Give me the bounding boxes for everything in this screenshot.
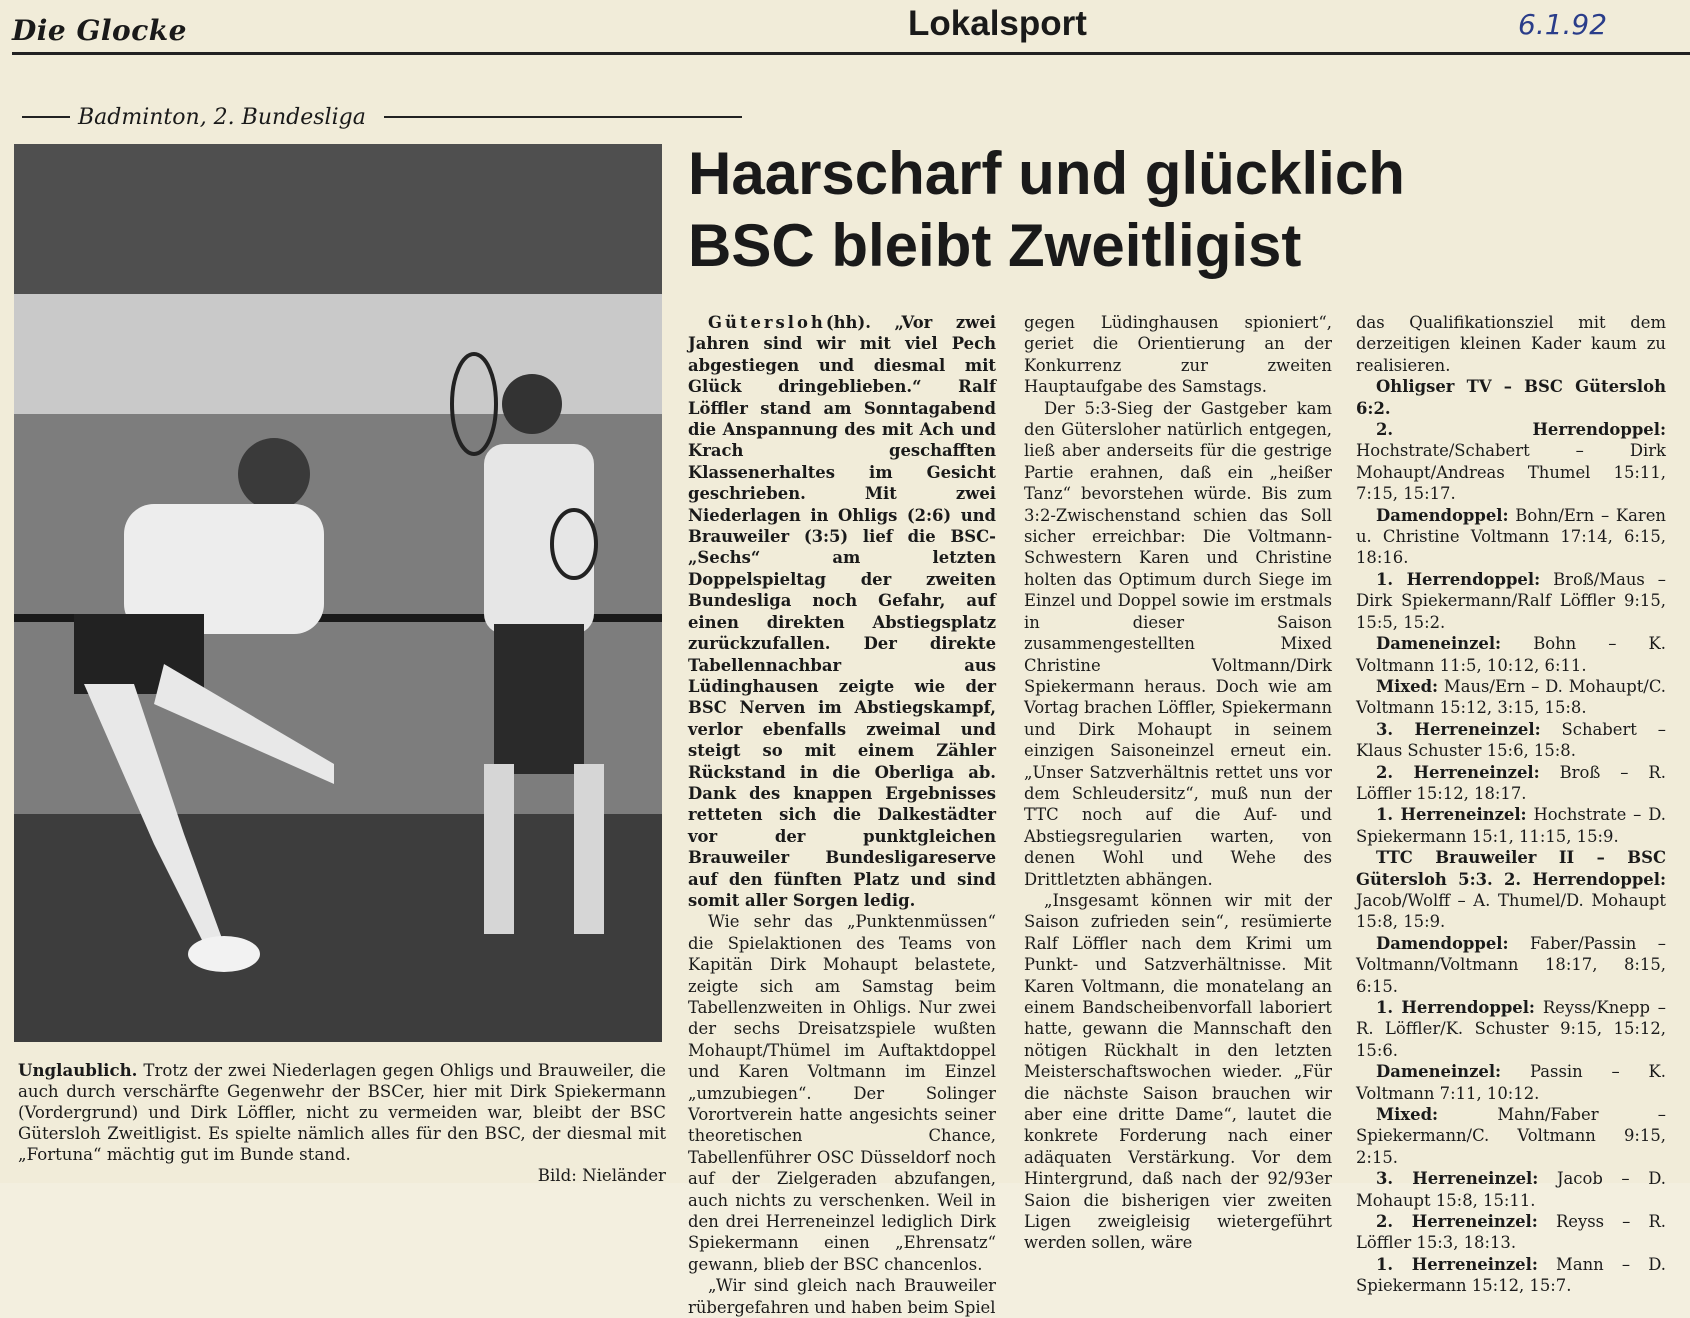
headline-line-2: BSC bleibt Zweitligist [688, 212, 1302, 279]
result-text: Passin – K. Voltmann 7:11, 10:12. [1356, 1062, 1666, 1103]
result-text: Reyss – R. Löffler 15:3, 18:13. [1356, 1212, 1667, 1253]
result-entry [1356, 847, 1666, 933]
result-text: Reyss/Knepp – R. Löffler/K. Schuster 9:15, 15:12, 15:6. [1356, 998, 1667, 1060]
result-entry [1356, 1061, 1666, 1104]
result-text: Broß – R. Löffler 15:12, 18:17. [1356, 762, 1666, 803]
result-entry [1356, 804, 1666, 847]
caption-lead: Unglaublich. [18, 1060, 138, 1080]
headline-line-1: Haarscharf und glücklich [688, 140, 1405, 207]
result-label: Dameneinzel: [1376, 634, 1502, 654]
result-label: Mixed: [1376, 1105, 1439, 1125]
result-entry [1356, 762, 1666, 805]
caption-text: Trotz der zwei Niederlagen gegen Ohligs und Brauweiler, die auch durch verschärfte Gegenwehr der BSCer, hier mit Dirk Spiekermann (Vordergrund) und Dirk Löffler, nicht zu vermeiden war, bleibt der BSC Gütersloh Zweitligist. Es spielte nämlich alles für den BSC, der diesmal mit „Fortuna“ mächtig gut im Bunde stand. [18, 1061, 667, 1164]
article-paragraph-3: Der 5:3-Sieg der Gastgeber kam den Gütersloher natürlich entgegen, ließ aber anderseits für die gestrige Partie erahnen, daß ein „heißer Tanz“ bevorstehen würde. Bis zum 3:2-Zwischenstand schien das Soll sicher erreichbar: Die Voltmann-Schwestern Karen und Christine holten das Optimum durch Siege im Einzel und Doppel sowie im erstmals in dieser Saison zusammengestellten Mixed Christine Voltmann/Dirk Spiekermann heraus. Doch wie am Vortag brachen Löffler, Spiekermann und Dirk Mohaupt in seinem einzigen Saisoneinzel erneut ein. „Unser Satzverhältnis rettet uns vor dem Schleudersitz“, muß nun der TTC noch auf die Auf- und Abstiegsregularien warten, von denen Wohl und Wehe des Drittletzten abhängen. [1024, 398, 1332, 889]
result-text: Maus/Ern – D. Mohaupt/C. Voltmann 15:12, 3:15, 15:8. [1356, 676, 1666, 718]
dateline: Gütersloh [708, 313, 826, 332]
result-entry [1356, 633, 1666, 676]
kicker [22, 102, 742, 132]
result-text: Jacob – D. Mohaupt 15:8, 15:11. [1356, 1169, 1666, 1210]
result-label: 2. Herreneinzel: [1376, 762, 1540, 782]
article-column-1 [688, 312, 996, 1318]
result-entry [1356, 505, 1666, 569]
result-label: 3. Herreneinzel: [1376, 1169, 1539, 1189]
masthead: Die Glocke [12, 14, 187, 47]
result-text: Bohn/Ern – Karen u. Christine Voltmann 17:14, 6:15, 18:16. [1356, 505, 1666, 568]
result-entry [1356, 419, 1666, 505]
result-text: Hochstrate/Schabert – Dirk Mohaupt/Andreas Thumel 15:11, 7:15, 15:17. [1356, 441, 1666, 504]
result-text: Hochstrate – D. Spiekermann 15:1, 11:15, 15:9. [1356, 805, 1666, 846]
section-title: Lokalsport [908, 4, 1087, 43]
result-entry [1356, 569, 1666, 633]
headline [688, 138, 1648, 282]
result-label: 1. Herrendoppel: [1376, 569, 1541, 589]
result-entry [1356, 1211, 1666, 1254]
article-paragraph-1: Wie sehr das „Punktenmüssen“ die Spielaktionen des Teams von Kapitän Dirk Mohaupt belastete, zeigte sich am Samstag beim Tabellenzweiten in Ohligs. Nur zwei der sechs Dreisatzspiele wußten Mohaupt/Thümel im Auftaktdoppel und Karen Voltmann im Einzel „umzubiegen“. Der Solinger Vorortverein hatte angesichts seiner theoretischen Chance, Tabellenführer OSC Düsseldorf noch auf der Zielgeraden abzufangen, auch nichts zu verschenken. Weil in den drei Herreneinzel lediglich Dirk Spiekermann einen „Ehrensatz“ gewann, blieb der BSC chancenlos. [688, 912, 996, 1274]
result-label: Dameneinzel: [1376, 1062, 1502, 1082]
result-entry [1356, 719, 1666, 762]
result-label: Ohligser TV – BSC Gütersloh 6:2. [1356, 377, 1666, 418]
article-paragraph-4: „Insgesamt können wir mit der Saison zufrieden sein“, resümierte Ralf Löffler nach dem Krimi um Punkt- und Satzverhältnisse. Mit Karen Voltmann, die monatelang an einem Bandscheibenvorfall laboriert hatte, gewann die Mannschaft den nötigen Rückhalt in den letzten Meisterschaftswochen wieder. „Für die nächste Saison brauchen wir aber eine dritte Dame“, lautet die konkrete Forderung nach einer adäquaten Verstärkung. Vor dem Hintergrund, daß nach der 92/93er Saion die bisherigen vier zweiten Ligen zweigleisig wietergeführt werden sollen, wäre [1024, 890, 1332, 1253]
result-text: Mann – D. Spiekermann 15:12, 15:7. [1356, 1254, 1666, 1296]
result-entry [1356, 1104, 1666, 1168]
result-label: 1. Herrendoppel: [1376, 998, 1535, 1017]
result-text: Jacob/Wolff – A. Thumel/D. Mohaupt 15:8, 15:9. [1356, 890, 1666, 932]
photo-credit: Bild: Nieländer [537, 1166, 666, 1185]
result-label: Damendoppel: [1376, 933, 1509, 953]
result-label: 2. Herrendoppel: [1376, 420, 1666, 440]
result-text: Faber/Passin – Voltmann/Voltmann 18:17, 8:15, 6:15. [1356, 933, 1666, 996]
result-entry [1356, 1168, 1666, 1211]
result-label: 1. Herreneinzel: [1376, 1254, 1538, 1274]
article-column-2 [1024, 312, 1332, 1254]
badminton-photo [14, 144, 662, 1042]
result-entry [1356, 1254, 1666, 1297]
results-list [1356, 376, 1666, 1296]
result-entry [1356, 676, 1666, 719]
result-text: Mahn/Faber – Spiekermann/C. Voltmann 9:15, 2:15. [1356, 1105, 1666, 1167]
photo-caption [18, 1060, 666, 1186]
article-column-3 [1356, 312, 1666, 1297]
result-entry [1356, 997, 1666, 1061]
article-paragraph-2-start: „Wir sind gleich nach Brauweiler rübergefahren und haben beim Spiel [688, 1276, 996, 1317]
result-label: 3. Herreneinzel: [1376, 719, 1541, 739]
result-label: Mixed: [1376, 676, 1439, 696]
result-label: Damendoppel: [1376, 505, 1509, 525]
article-intro [688, 312, 996, 911]
intro-text: (hh). „Vor zwei Jahren sind wir mit viel Pech abgestiegen und diesmal mit Glück dringeblieben.“ Ralf Löffler stand am Sonntagabend die Anspannung des mit Ach und Krach geschafften Klassenerhaltes im Gesicht geschrieben. Mit zwei Niederlagen in Ohligs (2:6) und Brauweiler (3:5) lief die BSC-„Sechs“ am letzten Doppelspieltag der zweiten Bundesliga noch Gefahr, auf einen direkten Abstiegsplatz zurückzufallen. Der direkte Tabellennachbar aus Lüdinghausen zeigte wie der BSC Nerven im Abstiegskampf, verlor ebenfalls zweimal und steigt so mit einem Zähler Rückstand in die Oberliga ab. Dank des knappen Ergebnisses retteten sich die Dalkestädter vor der punktgleichen Brauweiler Bundesligareserve auf den fünften Platz und sind somit aller Sorgen ledig. [688, 313, 996, 910]
result-label: 2. Herreneinzel: [1376, 1212, 1538, 1232]
result-label: TTC Brauweiler II – BSC Gütersloh 5:3. 2. Herrendoppel: [1356, 848, 1666, 889]
result-entry [1356, 376, 1666, 419]
article-paragraph-2-cont: gegen Lüdinghausen spioniert“, geriet die Orientierung an der Konkurrenz zur zweiten Hauptaufgabe des Samstags. [1024, 313, 1332, 397]
result-text: Broß/Maus – Dirk Spiekermann/Ralf Löffler 9:15, 15:5, 15:2. [1356, 569, 1666, 632]
result-label: 1. Herreneinzel: [1376, 805, 1527, 825]
photo-illustration [14, 144, 662, 1042]
article-paragraph-4-cont: das Qualifikationsziel mit dem derzeitigen kleinen Kader kaum zu realisieren. [1356, 313, 1666, 375]
kicker-rule-left [22, 116, 70, 118]
kicker-rule-right [384, 116, 742, 118]
result-entry [1356, 933, 1666, 997]
top-rule [12, 52, 1690, 55]
result-text: Bohn – K. Voltmann 11:5, 10:12, 6:11. [1356, 634, 1666, 675]
handwritten-date: 6.1.92 [1518, 8, 1608, 41]
kicker-text: Badminton, 2. Bundesliga [78, 104, 366, 130]
result-text: Schabert – Klaus Schuster 15:6, 15:8. [1356, 719, 1666, 761]
